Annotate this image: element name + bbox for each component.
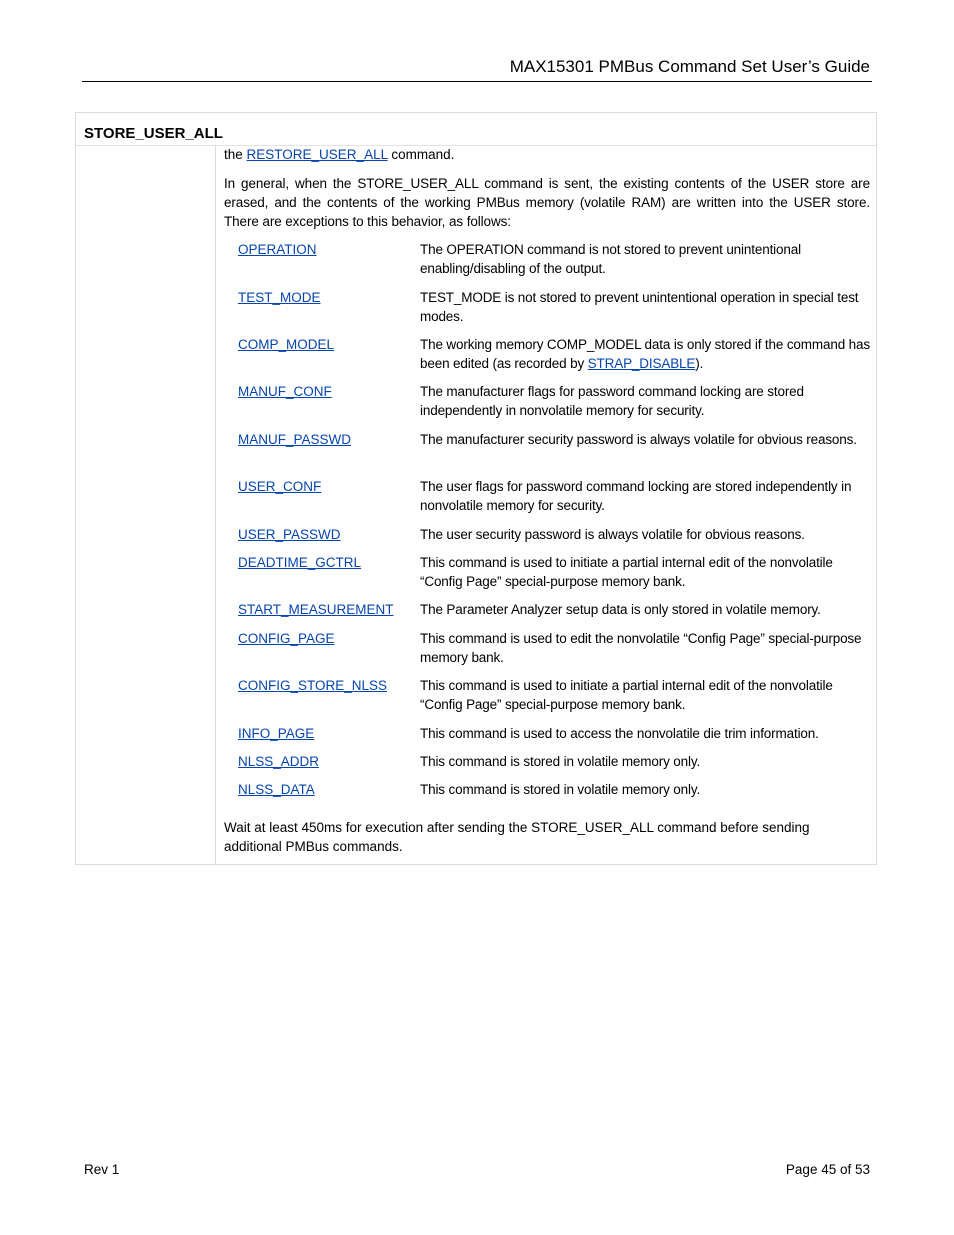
exception-description: The user security password is always volatile for obvious reasons. — [420, 527, 805, 542]
exception-description: The manufacturer security password is always volatile for obvious reasons. — [420, 432, 857, 447]
footer-page-number: Page 45 of 53 — [785, 1162, 870, 1177]
comp-model-desc-suffix: ). — [695, 356, 704, 371]
strap-disable-link[interactable]: STRAP_DISABLE — [587, 356, 696, 371]
exception-description: TEST_MODE is not stored to prevent unintentional operation in special test modes. — [420, 290, 859, 324]
box-header-divider — [76, 145, 876, 146]
exception-description — [420, 335, 874, 373]
manuf-conf-link[interactable]: MANUF_CONF — [238, 384, 332, 399]
page-header-title: MAX15301 PMBus Command Set User’s Guide — [509, 57, 870, 76]
closing-paragraph: Wait at least 450ms for execution after sending the STORE_USER_ALL command before sending additional PMBus commands. — [224, 820, 810, 854]
manuf-passwd-link[interactable]: MANUF_PASSWD — [238, 432, 352, 447]
comp-model-desc-prefix: The working memory COMP_MODEL data is only stored if the command has been edited (as recorded by — [420, 337, 870, 371]
header-rule — [82, 81, 872, 82]
exception-description: This command is stored in volatile memory only. — [420, 754, 701, 769]
config-page-link[interactable]: CONFIG_PAGE — [238, 631, 335, 646]
intro-line — [224, 145, 454, 164]
user-conf-link[interactable]: USER_CONF — [238, 479, 322, 494]
intro-suffix: command. — [387, 147, 455, 162]
exception-description: This command is used to initiate a partial internal edit of the nonvolatile “Config Page” special-purpose memory bank. — [420, 555, 833, 589]
section-title: STORE_USER_ALL — [84, 125, 223, 142]
user-passwd-link[interactable]: USER_PASSWD — [238, 527, 341, 542]
info-page-link[interactable]: INFO_PAGE — [238, 726, 315, 741]
intro-prefix: the — [224, 147, 247, 162]
footer-revision: Rev 1 — [84, 1162, 120, 1177]
exception-description: This command is used to access the nonvolatile die trim information. — [420, 726, 819, 741]
exception-description: The OPERATION command is not stored to prevent unintentional enabling/disabling of the output. — [420, 242, 801, 276]
comp-model-link[interactable]: COMP_MODEL — [238, 337, 335, 352]
config-store-nlss-link[interactable]: CONFIG_STORE_NLSS — [238, 678, 388, 693]
restore-user-all-link[interactable]: RESTORE_USER_ALL — [246, 147, 388, 162]
operation-link[interactable]: OPERATION — [238, 242, 317, 257]
deadtime-gctrl-link[interactable]: DEADTIME_GCTRL — [238, 555, 362, 570]
description-paragraph: In general, when the STORE_USER_ALL command is sent, the existing contents of the USER store are erased, and the contents of the working PMBus memory (volatile RAM) are written into the USER store. There are exceptions to this behavior, as follows: — [224, 176, 870, 229]
exception-description: This command is stored in volatile memory only. — [420, 782, 701, 797]
exception-description: This command is used to initiate a partial internal edit of the nonvolatile “Config Page” special-purpose memory bank. — [420, 678, 833, 712]
nlss-data-link[interactable]: NLSS_DATA — [238, 782, 315, 797]
test-mode-link[interactable]: TEST_MODE — [238, 290, 321, 305]
exception-description: The Parameter Analyzer setup data is only stored in volatile memory. — [420, 602, 821, 617]
exception-description: The user flags for password command locking are stored independently in nonvolatile memory for security. — [420, 479, 852, 513]
exception-description: This command is used to edit the nonvolatile “Config Page” special-purpose memory bank. — [420, 631, 862, 665]
box-column-divider — [215, 146, 216, 865]
nlss-addr-link[interactable]: NLSS_ADDR — [238, 754, 320, 769]
exception-description: The manufacturer flags for password command locking are stored independently in nonvolatile memory for security. — [420, 384, 804, 418]
start-measurement-link[interactable]: START_MEASUREMENT — [238, 602, 394, 617]
